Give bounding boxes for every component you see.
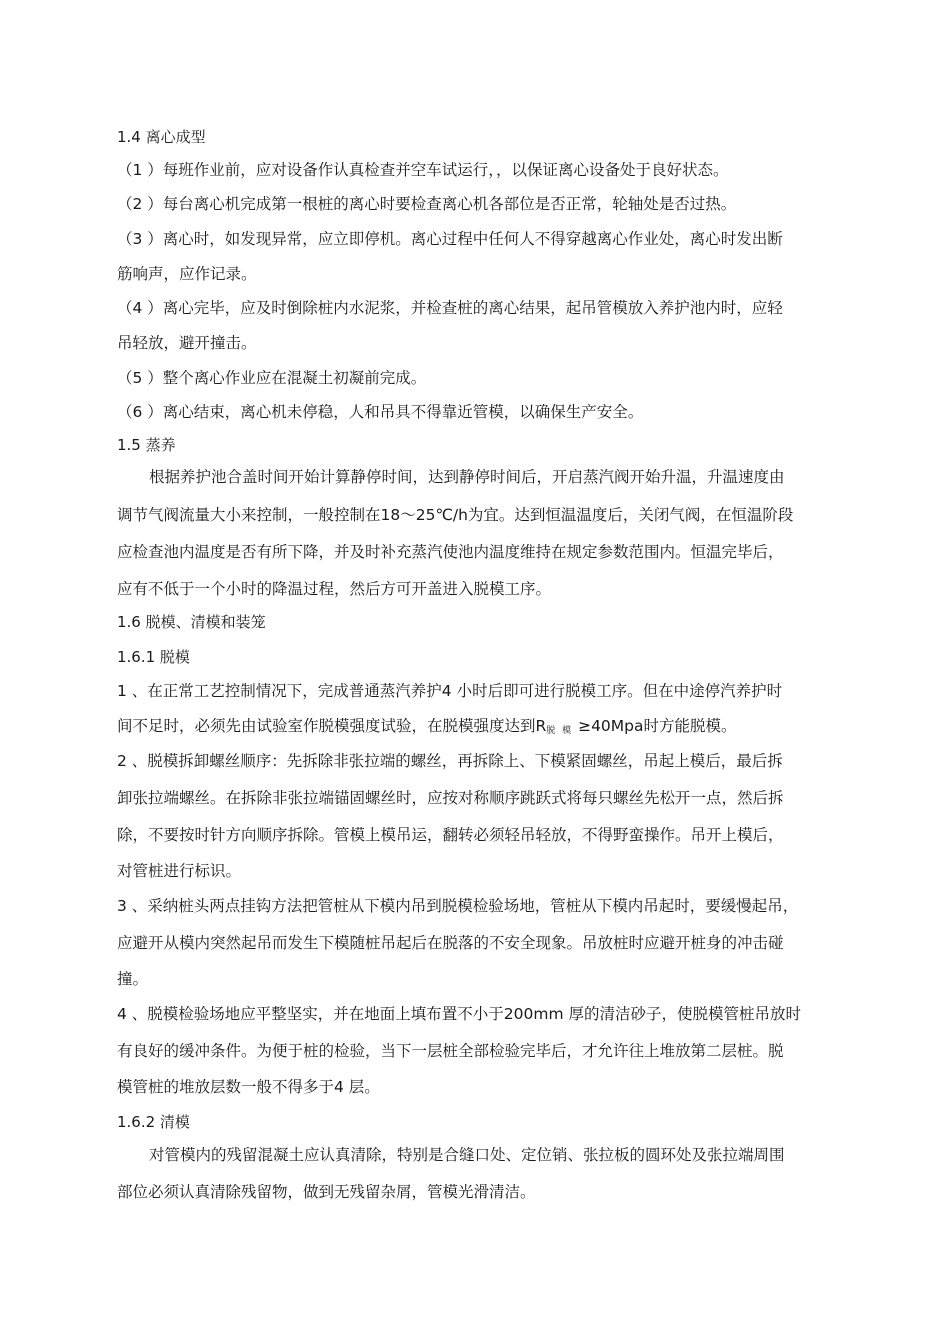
- paragraph-line: 根据养护池合盖时间开始计算静停时间，达到静停时间后，开启蒸汽阀开始升温，升温速度由: [149, 468, 785, 486]
- section-heading-1-6-1: 1.6.1 脱模: [117, 648, 190, 666]
- paragraph-line: （5 ）整个离心作业应在混凝土初凝前完成。: [117, 369, 427, 387]
- paragraph-line: 对管模内的残留混凝土应认真清除，特别是合缝口处、定位销、张拉板的圆环处及张拉端周围: [149, 1146, 785, 1164]
- paragraph-line: [117, 716, 847, 741]
- paragraph-line: 对管桩进行标识。: [117, 862, 242, 880]
- paragraph-line: 4 、脱模检验场地应平整坚实，并在地面上填布置不小于200mm 厚的清洁砂子，使脱模管桩吊放时: [117, 1005, 802, 1023]
- paragraph-line: 应有不低于一个小时的降温过程，然后方可开盖进入脱模工序。: [117, 580, 552, 598]
- paragraph-line: 调节气阀流量大小来控制，一般控制在18～25℃/h为宜。达到恒温温度后，关闭气阀，在恒温阶段: [117, 506, 794, 524]
- strength-subscript: 脱 模: [546, 726, 574, 736]
- paragraph-line: 卸张拉端螺丝。在拆除非张拉端锚固螺丝时，应按对称顺序跳跃式将每只螺丝先松开一点，然后拆: [117, 789, 784, 807]
- paragraph-line: 模管桩的堆放层数一般不得多于4 层。: [117, 1078, 380, 1096]
- section-heading-1-5: 1.5 蒸养: [117, 436, 176, 454]
- paragraph-line: 应避开从模内突然起吊而发生下模随桩吊起后在脱落的不安全现象。吊放桩时应避开桩身的冲击碰: [117, 934, 784, 952]
- strength-text: 间不足时，必须先由试验室作脱模强度试验，在脱模强度达到R: [117, 717, 547, 735]
- section-heading-1-6: 1.6 脱模、清模和装笼: [117, 613, 266, 631]
- paragraph-line: 1 、在正常工艺控制情况下，完成普通蒸汽养护4 小时后即可进行脱模工序。但在中途停汽养护时: [117, 682, 783, 700]
- paragraph-line: （1 ）每班作业前，应对设备作认真检查并空车试运行，，以保证离心设备处于良好状态。: [117, 161, 729, 179]
- paragraph-line: 应检查池内温度是否有所下降，并及时补充蒸汽使池内温度维持在规定参数范围内。恒温完毕后，: [117, 543, 784, 561]
- paragraph-line: （4 ）离心完毕，应及时倒除桩内水泥浆，并检查桩的离心结果，起吊管模放入养护池内时，应轻: [117, 299, 783, 317]
- paragraph-line: （3 ）离心时，如发现异常，应立即停机。离心过程中任何人不得穿越离心作业处，离心时发出断: [117, 230, 783, 248]
- paragraph-line: （6 ）离心结束，离心机未停稳，人和吊具不得靠近管模，以确保生产安全。: [117, 403, 644, 421]
- paragraph-line: 部位必须认真清除残留物，做到无残留杂屑，管模光滑清洁。: [117, 1183, 536, 1201]
- strength-suffix: ≥40Mpa时方能脱模。: [573, 717, 737, 735]
- paragraph-line: 2 、脱模拆卸螺丝顺序：先拆除非张拉端的螺丝，再拆除上、下模紧固螺丝，吊起上模后，最后拆: [117, 752, 783, 770]
- paragraph-line: 吊轻放，避开撞击。: [117, 334, 257, 352]
- paragraph-line: 除，不要按时针方向顺序拆除。管模上模吊运，翻转必须轻吊轻放，不得野蛮操作。吊开上模后，: [117, 826, 784, 844]
- paragraph-line: 3 、采纳桩头两点挂钩方法把管桩从下模内吊到脱模检验场地，管桩从下模内吊起时，要缓慢起吊，: [117, 897, 799, 915]
- section-heading-1-6-2: 1.6.2 清模: [117, 1113, 190, 1131]
- section-heading-1-4: 1.4 离心成型: [117, 128, 206, 146]
- paragraph-line: 撞。: [117, 970, 149, 988]
- paragraph-line: （2 ）每台离心机完成第一根桩的离心时要检查离心机各部位是否正常，轮轴处是否过热。: [117, 195, 737, 213]
- paragraph-line: 有良好的缓冲条件。为便于桩的检验，当下一层桩全部检验完毕后，才允许往上堆放第二层桩。脱: [117, 1042, 784, 1060]
- paragraph-line: 筋响声，应作记录。: [117, 265, 257, 283]
